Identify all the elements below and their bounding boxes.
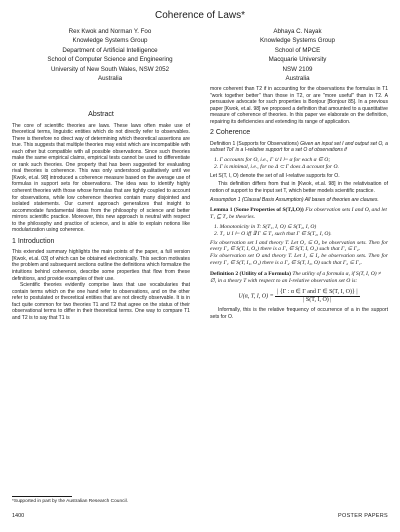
lemma-item: 1. Monotonicity in T: S(T₁, I, O) ⊆ S(T₂, I, O) [214,223,317,230]
formula-fraction [275,289,359,303]
affiliation-line: Macquarie University [268,56,327,64]
body-paragraph: Let S(T, I, O) denote the set of all I-relative supports for O. [210,172,340,179]
author-name: Rex Kwok and Norman Y. Foo [68,28,152,35]
lemma-text: Fix observation sets I and O, and let T₁ ⊑ T₂ be theories. [210,206,387,220]
affiliation-line: School of Computer Science and Engineering [47,56,173,64]
affiliation-line: University of New South Wales, NSW 2052 [50,65,170,73]
formula-numerator: | {Γ : α ∈ Γ and Γ ∈ S(T, I, O)} | [277,288,358,295]
author-group-1 [10,27,210,83]
running-head: POSTER PAPERS [338,513,388,519]
introduction-paragraph: This extended summary highlights the main points of the paper, a full version [Kwok, et.al. 03] of which can be obtained electronically. This section motivates the problem and subsequent sections outline the definitions which formalize the intuitions behind coherence, describe some properties that flow from these definitions, and provide examples of their use. [12,249,190,282]
definition-text: The utility of a formula α, if S(T, I, O) ≠ ∅, in a theory T with respect to an I-relative observation set O is: [210,271,382,285]
lemma-statement: Fix observation set I and theory T. Let O₁ ⊆ O₂ be observation sets. Then for every Γ₂ ∈ S(T, I, O₂) there is a Γ₁ ∈ S(T, I, O₁) such that Γ₁ ⊆ Γ₂. [210,239,388,253]
lemma-statement: Fix observation set O and theory T. Let I₁ ⊆ I₂ be observation sets. Then for every Γ₁ ∈ S(T, I₁, O₁) there is a Γ₂ ∈ S(T, I₂, O) such that Γ₂ ⊆ Γ₁. [210,253,388,267]
affiliation-line: NSW 2109 [282,65,313,73]
formula-lhs: U(α, T, I, O) = [238,293,274,300]
definition-label: Definition 1 (Supports for Observations) [210,140,299,147]
footnote-text: *Supported in part by the Australian Research Council. [12,499,128,504]
affiliation-line: Australia [285,75,310,83]
formula-denominator: | S(T, I, O) | [303,296,332,303]
affiliation-line: School of MPCE [274,46,321,54]
affiliation-line: Knowledge Systems Group [260,37,335,45]
body-paragraph: This definition differs from that in [Kwok, et.al. 98] in the relativisation of notion of support to the input set T, which better models scientific practice. [210,181,388,194]
author-group-2 [210,27,385,83]
coherence-heading: 2 Coherence [210,129,251,137]
body-paragraph: Informally, this is the relative frequency of occurrence of a in the support sets for O. [210,307,388,320]
paper-title: Coherence of Laws* [154,10,246,21]
abstract-text: The core of scientific theories are laws. These laws often make use of theoretical terms, linguistic entities which do not directly refer to observables. There is therefore no direct way of determining which theoretical assertions are true. This suggests that multiple theories may exist which are incompatible with each other but compatible with all possible observations. Since such theories make the same empirical claims, empirical tests cannot be used to differentiate or rank such theories. One property that has been suggested for evaluating rival theories is coherence. This was only understood qualitatively until we [Kwok, et.al. 98] introduced a coherence measure based on the average use of formulas in support sets for observations. The idea was to identify highly coherent theories with those whose formulas that are tightly coupled to account for observations, while low coherence theories contain many disjointed and isolated statements. Our current approach generalizes that insight to accommodate fundamental ideas from the philosophy of science and better mirrors scientific practice. Moreover, this new approach is neutral with respect to the philosophy and practice of science, and is able to explain notions like modularization using coherence. [12,122,190,234]
introduction-heading: 1 Introduction [12,237,55,245]
footnote [12,496,190,504]
affiliation-line: Department of Artificial Intelligence [62,46,158,54]
body-paragraph: more coherent than T2 if in accounting for the observations the formulas in T1 "work together better" than those in T2, or are "more useful" than in T2. A persuasive advocate for such properties is Bonjour [Bonjour 85]. In a previous paper [Kwok, et.al. 98] we proposed a definition that amounted to a quantitative measure of coherence of theories. In this paper we elaborate on the definition, repairing its deficiencies and extending its range of application. [210,86,388,125]
footnote-rule [12,496,72,497]
assumption-text: Assumption 1 (Clausal Basis Assumption) All bases of theories are clauses. [210,197,379,204]
right-column [210,86,388,320]
definition-item: 2. Γ is minimal, i.e., for no Δ ⊂ Γ does Δ account for O. [214,163,339,170]
lemma-1 [210,207,388,221]
introduction-paragraph: Scientific theories evidently comprise laws that use vocabularies that contain terms which on the one hand refer to observations, and on the other refer to postulated or theoretical entities that are not directly observable. It is in fact quite common for two theories T1 and T2 that agree on the status of their observational terms to differ in their theoretical terms. One way to compare T1 and T2 is to say that T1 is [12,282,190,321]
left-column [12,112,190,321]
author-block [10,27,390,83]
abstract-heading: Abstract [88,111,114,118]
definition-1 [210,141,388,154]
author-name: Abhaya C. Nayak [273,28,322,35]
affiliation-line: Knowledge Systems Group [72,37,148,45]
definition-2 [210,271,388,285]
definition-label: Definition 2 (Utility of a Formula) [210,271,291,278]
definition-item: 1. Γ accounts for O, i.e., Γ ∪ I ⊢ α for each α ∈ O; [214,156,331,163]
page-number: 1400 [12,513,25,519]
utility-formula [210,289,388,303]
affiliation-line: Australia [97,75,123,83]
definition-text: Given an input set I and output set O, a subset ToI′ is a I-relative support for a set O of observations if [210,140,388,154]
lemma-item: 2. T₁ ∪ I ⊢ O iff ∃ Γ ⊆ T₁ such that Γ ∈ S(T₂, I, O). [214,230,332,237]
lemma-label: Lemma 1 (Some Properties of S(T,I,O)) [210,206,304,213]
